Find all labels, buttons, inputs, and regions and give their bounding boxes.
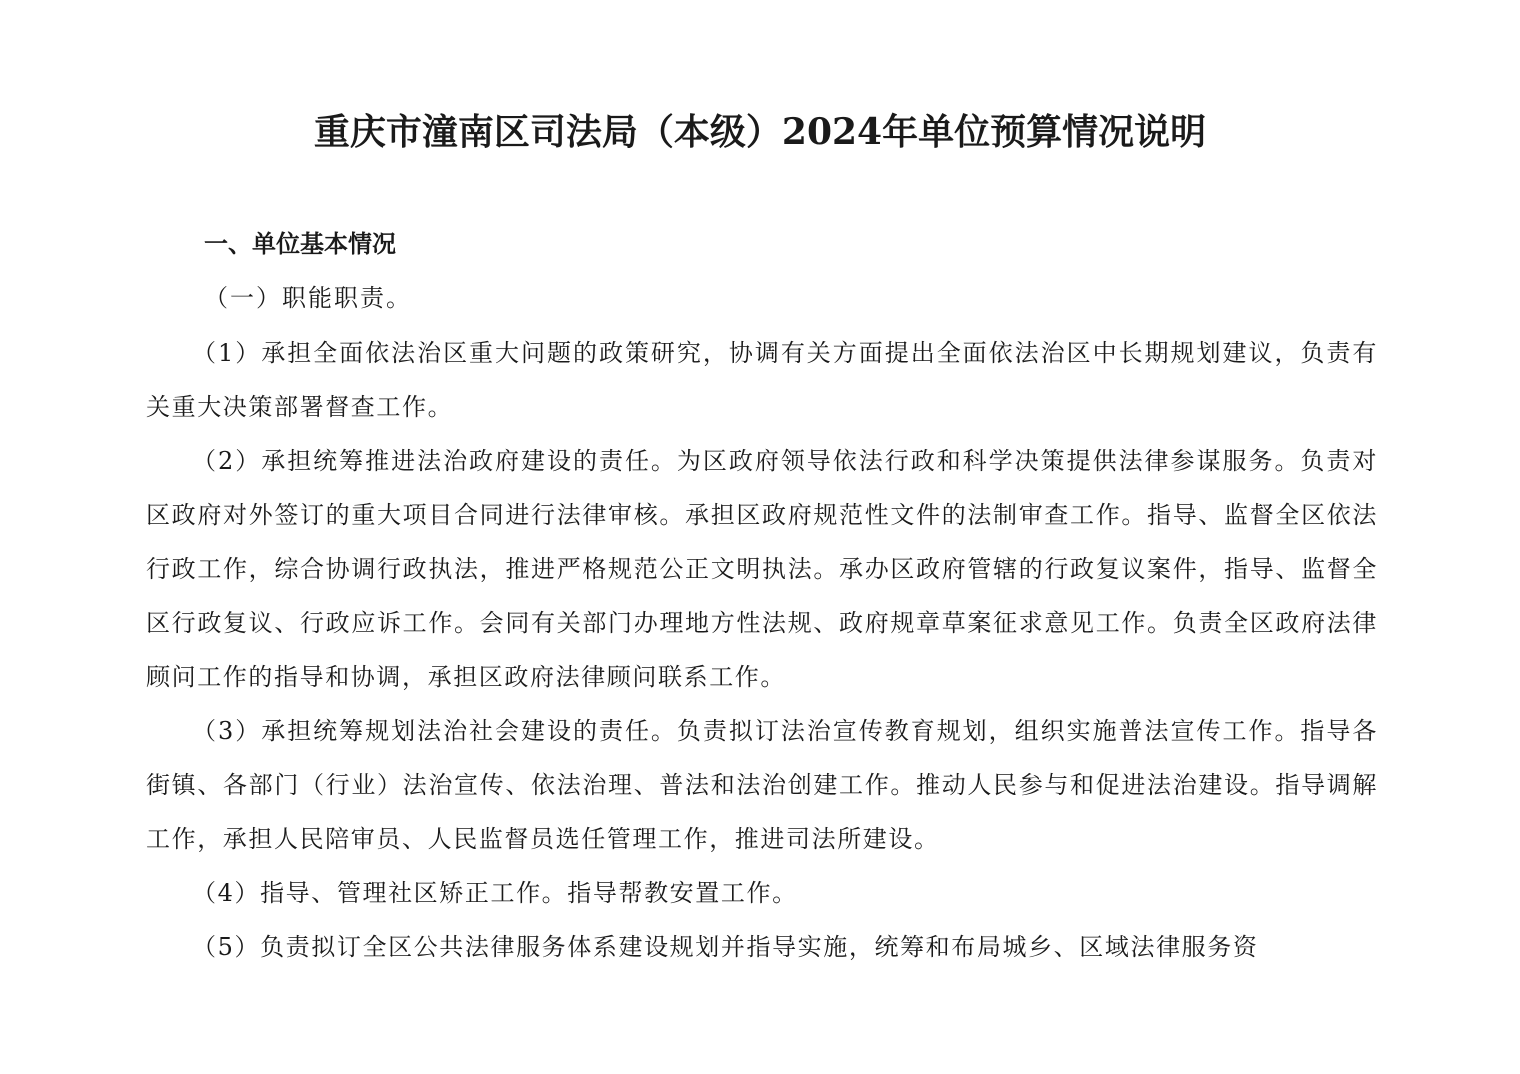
subsection-heading: （一）职能职责。 (204, 284, 412, 312)
section-heading: 一、单位基本情况 (204, 230, 396, 258)
paragraph-item-4: （4）指导、管理社区矫正工作。指导帮教安置工作。 (192, 879, 798, 907)
paragraph-item-3: （3）承担统筹规划法治社会建设的责任。负责拟订法治宣传教育规划，组织实施普法宣传工作。指导各街镇、各部门（行业）法治宣传、依法治理、普法和法治创建工作。推动人民参与和促进法治建设。指导调解工作，承担人民陪审员、人民监督员选任管理工作，推进司法所建设。 (146, 717, 1378, 853)
paragraph-item-1: （1）承担全面依法治区重大问题的政策研究，协调有关方面提出全面依法治区中长期规划建议，负责有关重大决策部署督查工作。 (146, 339, 1378, 421)
paragraph-item-5: （5）负责拟订全区公共法律服务体系建设规划并指导实施，统筹和布局城乡、区域法律服务资 (192, 933, 1259, 961)
document-title: 重庆市潼南区司法局（本级）2024年单位预算情况说明 (313, 111, 1207, 153)
paragraph-item-2: （2）承担统筹推进法治政府建设的责任。为区政府领导依法行政和科学决策提供法律参谋服务。负责对区政府对外签订的重大项目合同进行法律审核。承担区政府规范性文件的法制审查工作。指导、监督全区依法行政工作，综合协调行政执法，推进严格规范公正文明执法。承办区政府管辖的行政复议案件，指导、监督全区行政复议、行政应诉工作。会同有关部门办理地方性法规、政府规章草案征求意见工作。负责全区政府法律顾问工作的指导和协调，承担区政府法律顾问联系工作。 (146, 447, 1378, 691)
